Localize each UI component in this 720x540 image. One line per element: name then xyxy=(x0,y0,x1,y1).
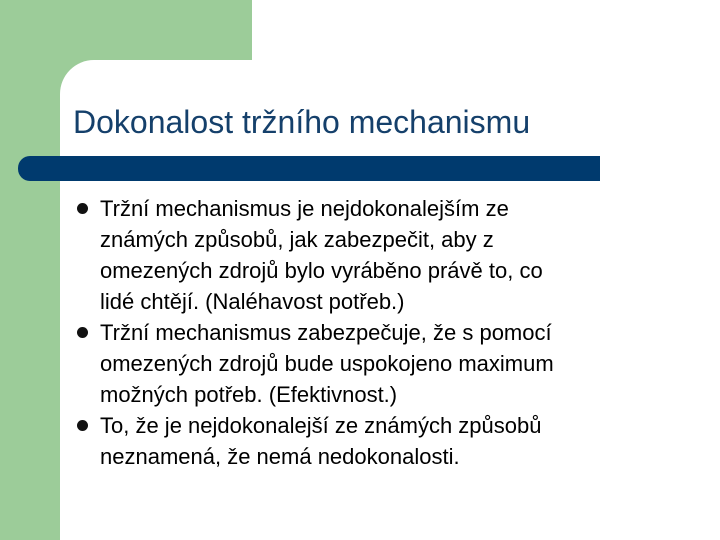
bullet-dot-icon xyxy=(77,327,88,338)
bullet-item-2 xyxy=(72,317,652,410)
bullet-line: neznamená, že nemá nedokonalosti. xyxy=(100,444,460,469)
bullet-line: možných potřeb. (Efektivnost.) xyxy=(100,382,398,407)
bullet-line: Tržní mechanismus zabezpečuje, že s pomocí xyxy=(100,320,552,345)
bullet-line: lidé chtějí. (Naléhavost potřeb.) xyxy=(100,289,405,314)
bullet-line: omezených zdrojů bude uspokojeno maximum xyxy=(100,351,554,376)
slide-title: Dokonalost tržního mechanismu xyxy=(73,104,531,140)
bullet-line: omezených zdrojů bylo vyráběno právě to, co xyxy=(100,258,543,283)
bullet-dot-icon xyxy=(77,203,88,214)
bullet-dot-icon xyxy=(77,420,88,431)
title-underline-bar xyxy=(18,156,600,181)
bullet-item-3 xyxy=(72,410,652,472)
bullet-list xyxy=(72,193,652,472)
bullet-line: Tržní mechanismus je nejdokonalejším ze xyxy=(100,196,509,221)
bullet-line: To, že je nejdokonalejší ze známých způsobů xyxy=(100,413,542,438)
bullet-item-1 xyxy=(72,193,652,317)
bullet-line: známých způsobů, jak zabezpečit, aby z xyxy=(100,227,494,252)
